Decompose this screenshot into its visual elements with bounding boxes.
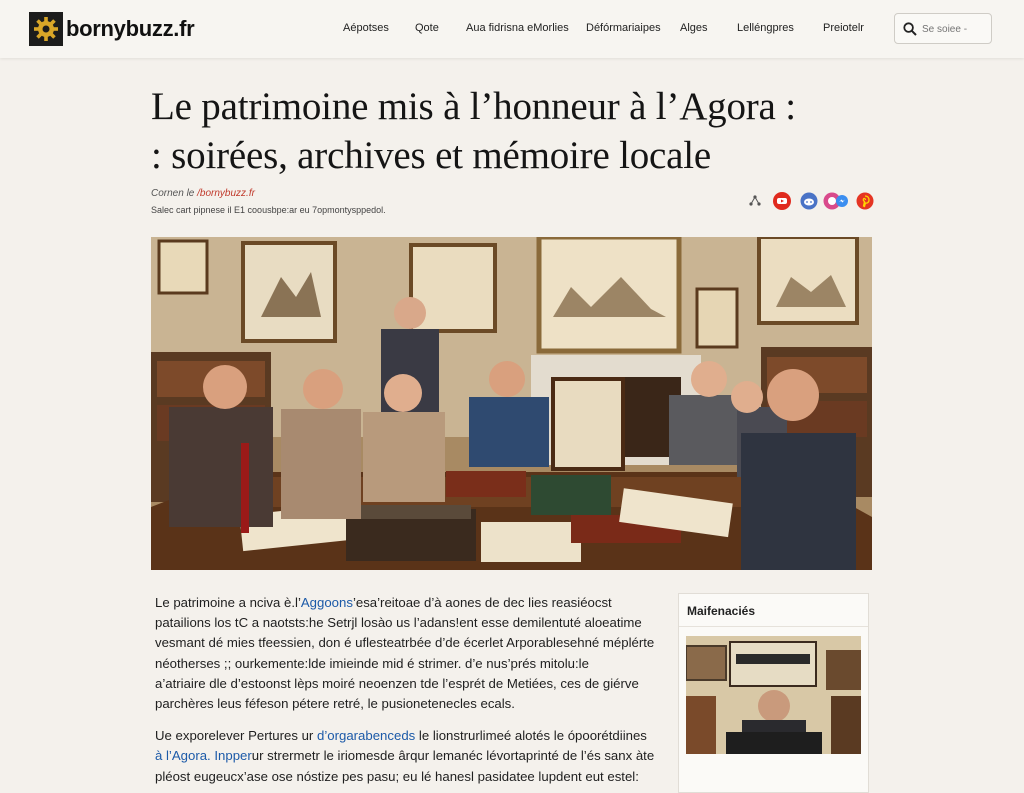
byline-link[interactable]: /bornybuzz.fr (197, 188, 255, 199)
nav-item-5[interactable]: Alges (680, 22, 708, 34)
nav-item-7[interactable]: Preiotelr (823, 22, 864, 34)
p2-link-2[interactable]: à l’Agora. Inpper (155, 748, 252, 764)
sidebar-related (678, 593, 869, 793)
site-logo[interactable] (29, 11, 194, 47)
p1-line2: patailions los tC a naotsts:he Setrjl losào us l’adans!ent esse demilentuté aloeatime (155, 615, 642, 631)
article-title-line-2: : soirées, archives et mémoire locale (151, 134, 712, 177)
p2-line3: pléost eugeucx’ase ose nóstize pes pasu; eu lé hanesl pasidatee lupdent eut estel: (155, 768, 639, 784)
article-body (155, 593, 665, 787)
logo-gear-icon (29, 12, 63, 46)
sidebar-thumbnail[interactable] (686, 636, 861, 754)
search-icon (903, 22, 917, 41)
p1-line3: vesmant dé mies tfeessien, don é uflesteatrbée d’de écerlet Arporablesehné méplérte (155, 635, 655, 651)
article-meta: Salec cart pipnese il E1 coousbpe:ar eu 7opmontysppedol. (151, 205, 386, 215)
byline (151, 188, 255, 199)
p1-link[interactable]: Aggoons (300, 595, 353, 610)
p2-line1-a: Ue exporelever Pertures ur (155, 728, 317, 744)
share-icon[interactable] (748, 194, 762, 213)
p1-line5: a’atriaire dle d’estoonst lèps moiré neoenzen tde l’esprét de Metiées, ces de giérve (155, 675, 639, 691)
search-box[interactable] (894, 13, 992, 44)
article-title (151, 82, 881, 180)
p1-line6: parchères leus féfeson pétere retré, le pusionetenecles ecals. (155, 696, 515, 712)
nav-item-3[interactable]: Aua fidrisna eMorlies (466, 22, 569, 34)
paragraph-1 (155, 593, 665, 714)
nav-item-2[interactable]: Qote (415, 22, 439, 34)
p2-line1-b: le lionstrurlimeé alotés le ópoorétdiines (415, 728, 647, 744)
messenger-icon[interactable] (823, 192, 849, 215)
nav-item-1[interactable]: Aépotses (343, 22, 389, 34)
byline-prefix: Cornen le (151, 188, 195, 199)
p1-line4: néotherses ;; ourkemente:lde imieinde mid é strimer. d’e nus’prés mitolu:le (155, 655, 589, 671)
nav-item-4[interactable]: Défórmariaipes (586, 22, 661, 34)
p2-line2-b: ur strermetr le iriomesde ârqur lemanéc lévortaprinté de l’és sanx àte (251, 748, 655, 764)
sidebar-divider (679, 626, 868, 627)
reddit-icon[interactable] (800, 192, 818, 215)
search-input[interactable] (922, 21, 986, 37)
site-name: bornybuzz.fr (66, 16, 195, 41)
sidebar-title: Maifenaciés (687, 604, 756, 618)
hero-image (151, 237, 872, 570)
pinterest-icon[interactable] (856, 192, 874, 215)
nav-item-6[interactable]: Lelléngpres (737, 22, 794, 34)
p1-line1-b: ’esa’reitoae d’à aones de dec lies reasiéocst (352, 595, 612, 610)
youtube-icon[interactable] (772, 192, 792, 215)
paragraph-2 (155, 726, 665, 787)
article-title-line-1: Le patrimoine mis à l’honneur à l’Agora : (151, 85, 796, 128)
p1-line1-a: Le patrimoine a nciva è.l’ (155, 595, 301, 610)
site-header (0, 0, 1024, 58)
p2-link-1[interactable]: d’orgarabenceds (317, 728, 416, 744)
